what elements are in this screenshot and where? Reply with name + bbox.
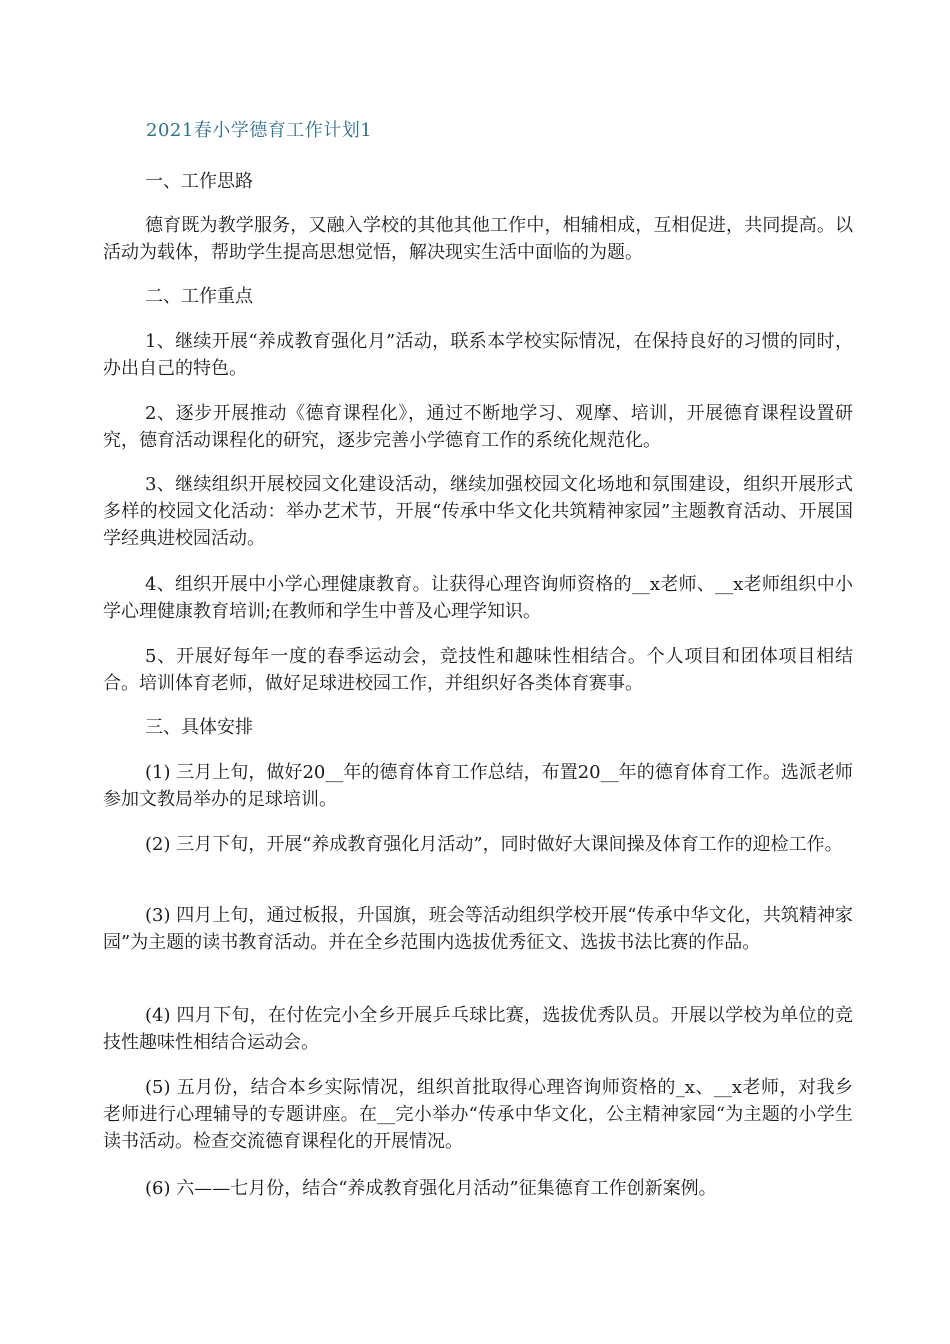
section-heading-2: 二、工作重点: [145, 286, 253, 307]
paragraph: 2、逐步开展推动《德育课程化》，通过不断地学习、观摩、培训，开展德育课程设置研究，德育活动课程化的研究，逐步完善小学德育工作的系统化规范化。: [103, 403, 853, 451]
section-heading-1: 一、工作思路: [145, 171, 253, 192]
paragraph: (3) 四月上旬，通过板报，升国旗，班会等活动组织学校开展“传承中华文化，共筑精神家园”为主题的读书教育活动。并在全乡范围内选拔优秀征文、选拔书法比赛的作品。: [103, 905, 853, 953]
paragraph: (1) 三月上旬，做好20__年的德育体育工作总结，布置20__年的德育体育工作。选派老师参加文教局举办的足球培训。: [103, 762, 853, 810]
paragraph: (4) 四月下旬，在付佐完小全乡开展乒乓球比赛，选拔优秀队员。开展以学校为单位的竞技性趣味性相结合运动会。: [103, 1005, 853, 1053]
paragraph: (6) 六——七月份，结合“养成教育强化月活动”征集德育工作创新案例。: [145, 1178, 717, 1199]
paragraph: 3、继续组织开展校园文化建设活动，继续加强校园文化场地和氛围建设，组织开展形式多样的校园文化活动：举办艺术节，开展“传承中华文化共筑精神家园”主题教育活动、开展国学经典进校园活动。: [103, 474, 853, 549]
document-title: 2021春小学德育工作计划1: [146, 120, 373, 141]
paragraph: (2) 三月下旬，开展“养成教育强化月活动”，同时做好大课间操及体育工作的迎检工作。: [145, 834, 843, 855]
paragraph: 德育既为教学服务，又融入学校的其他其他工作中，相辅相成，互相促进，共同提高。以活动为载体，帮助学生提高思想觉悟，解决现实生活中面临的为题。: [103, 215, 853, 263]
section-heading-3: 三、具体安排: [145, 717, 253, 738]
paragraph: (5) 五月份，结合本乡实际情况，组织首批取得心理咨询师资格的_x、__x老师，对我乡老师进行心理辅导的专题讲座。在__完小举办“传承中华文化，公主精神家园“为主题的小学生读书活动。检查交流德育课程化的开展情况。: [103, 1077, 853, 1152]
paragraph: 4、组织开展中小学心理健康教育。让获得心理咨询师资格的__x老师、__x老师组织中小学心理健康教育培训;在教师和学生中普及心理学知识。: [103, 574, 853, 622]
paragraph: 5、开展好每年一度的春季运动会，竞技性和趣味性相结合。个人项目和团体项目相结合。培训体育老师，做好足球进校园工作，并组织好各类体育赛事。: [103, 646, 853, 694]
paragraph: 1、继续开展“养成教育强化月”活动，联系本学校实际情况，在保持良好的习惯的同时，办出自己的特色。: [103, 331, 853, 379]
